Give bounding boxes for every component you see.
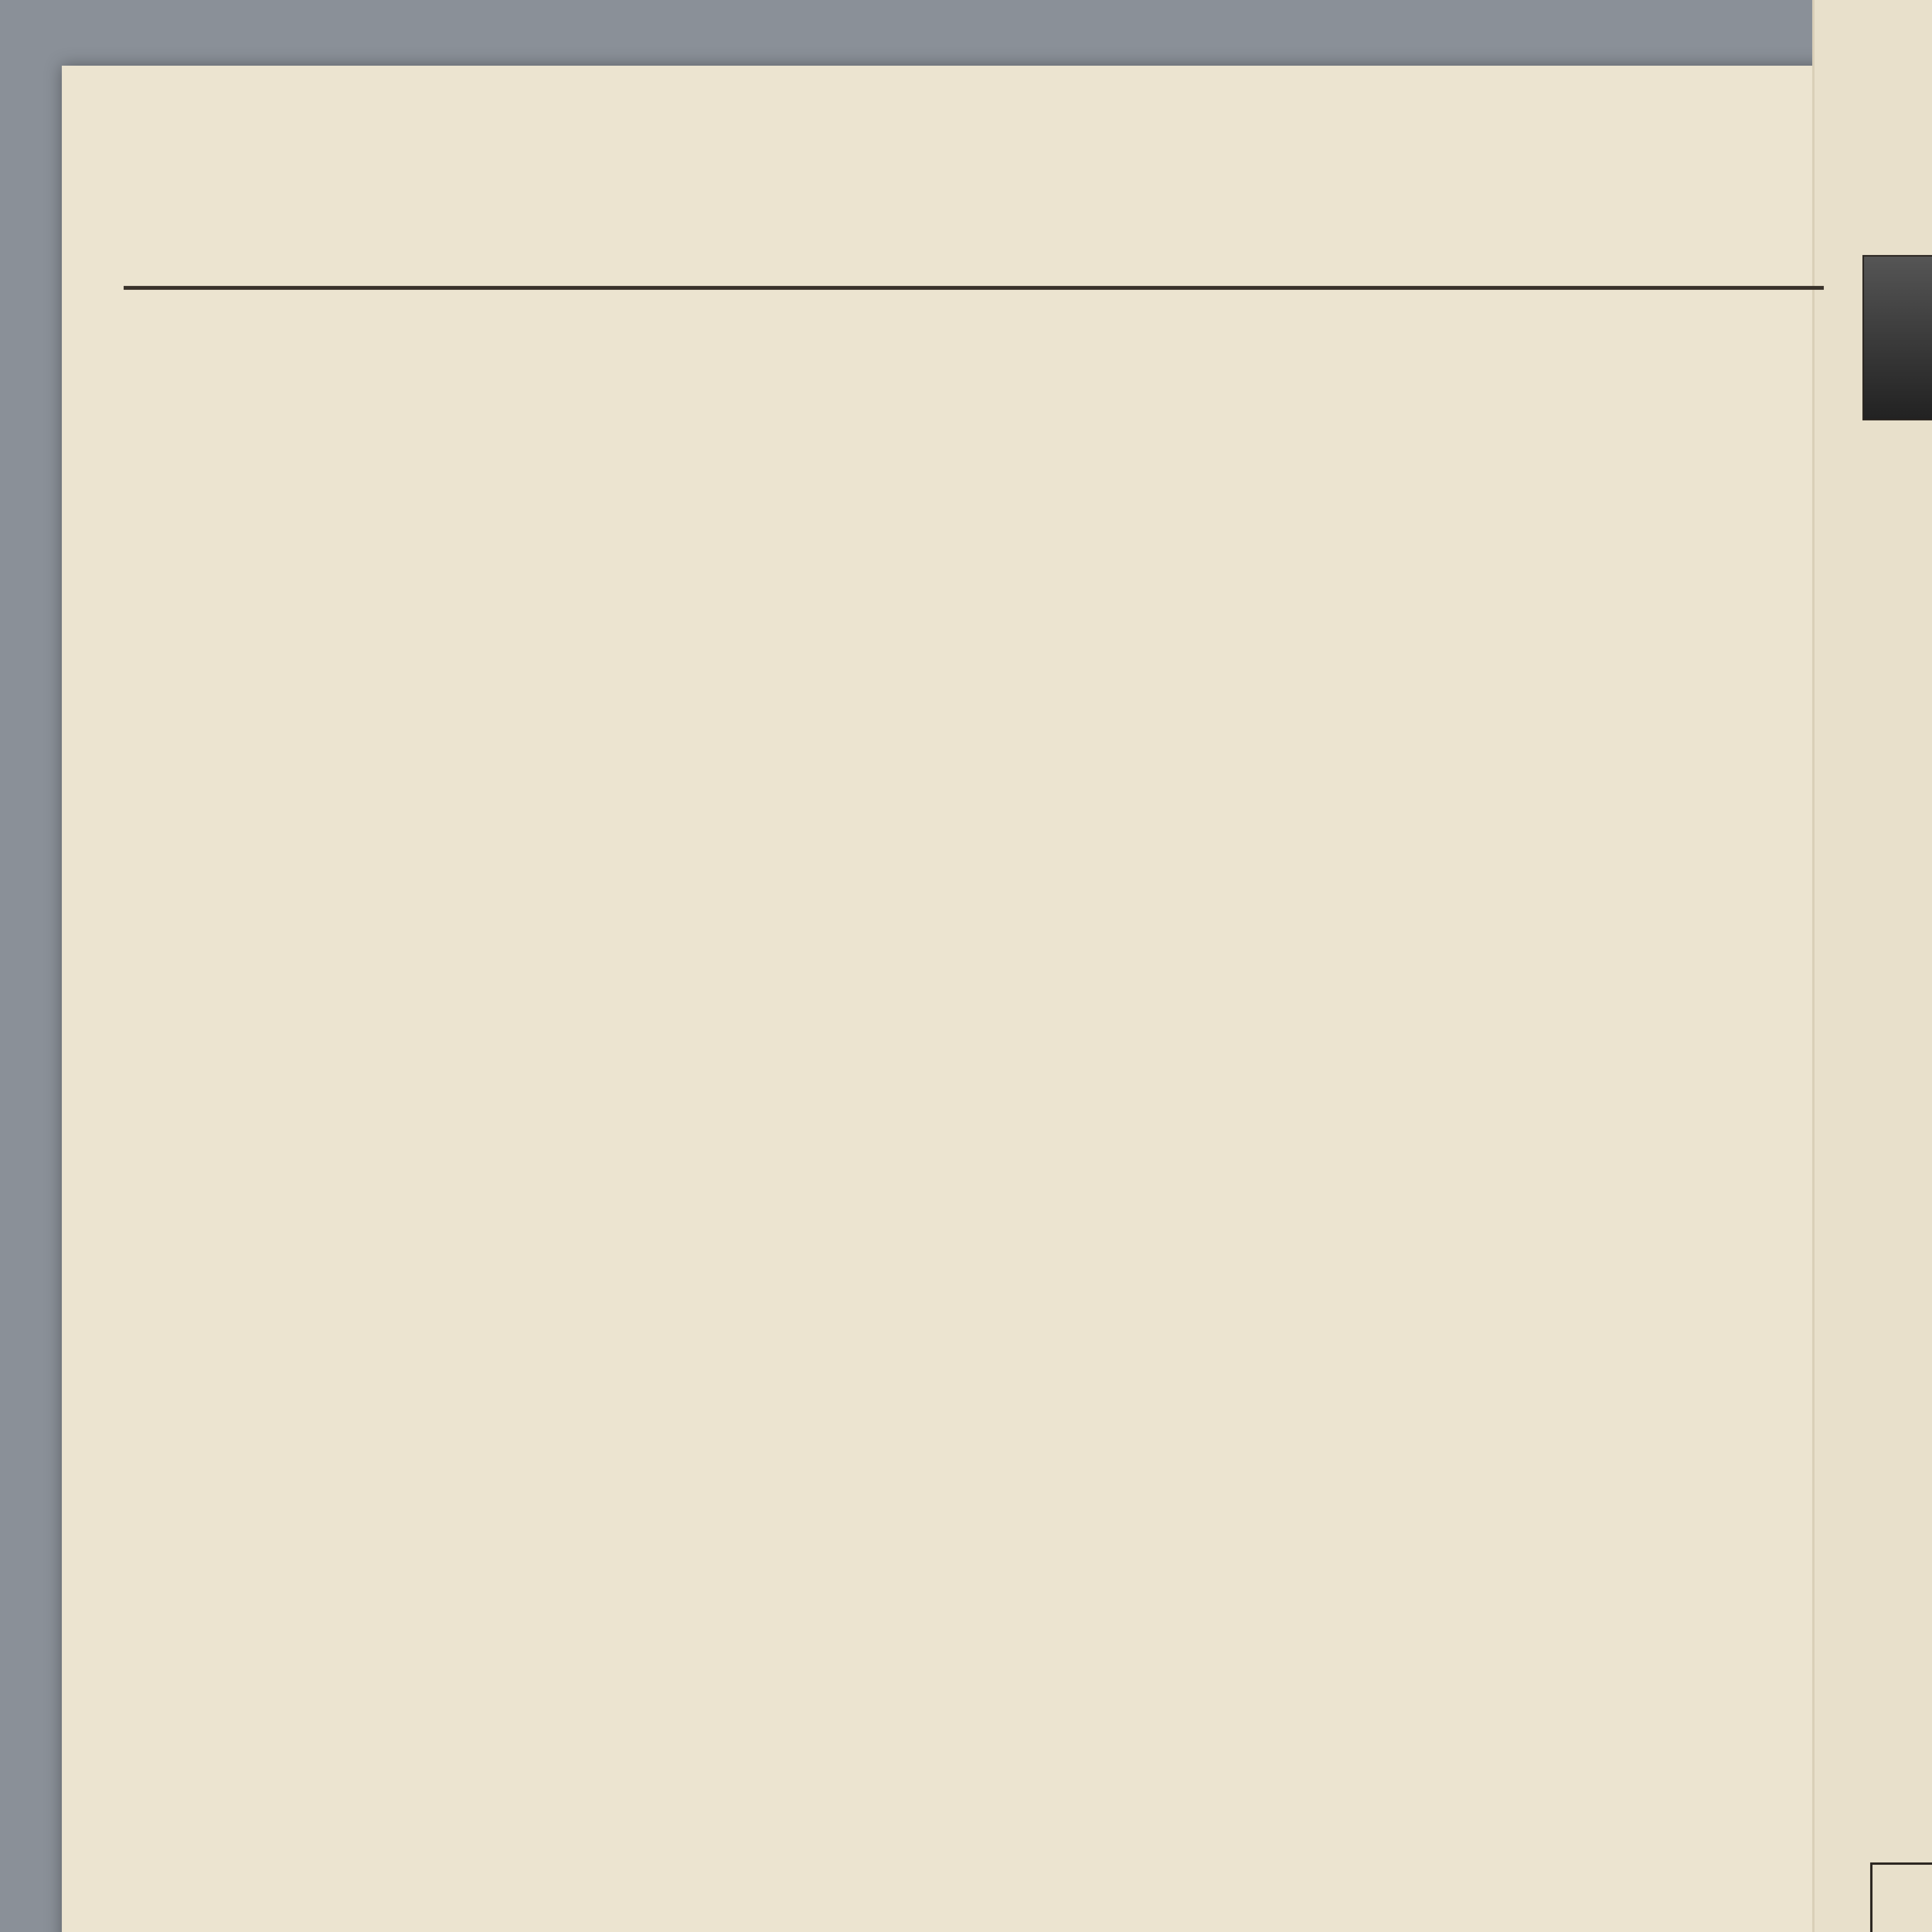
right-panel — [1847, 247, 1932, 1932]
classified-grid — [100, 267, 1816, 1932]
portrait-photo — [1862, 255, 1932, 420]
page-number — [1461, 182, 1463, 248]
side-ad-box — [1870, 1862, 1932, 1932]
